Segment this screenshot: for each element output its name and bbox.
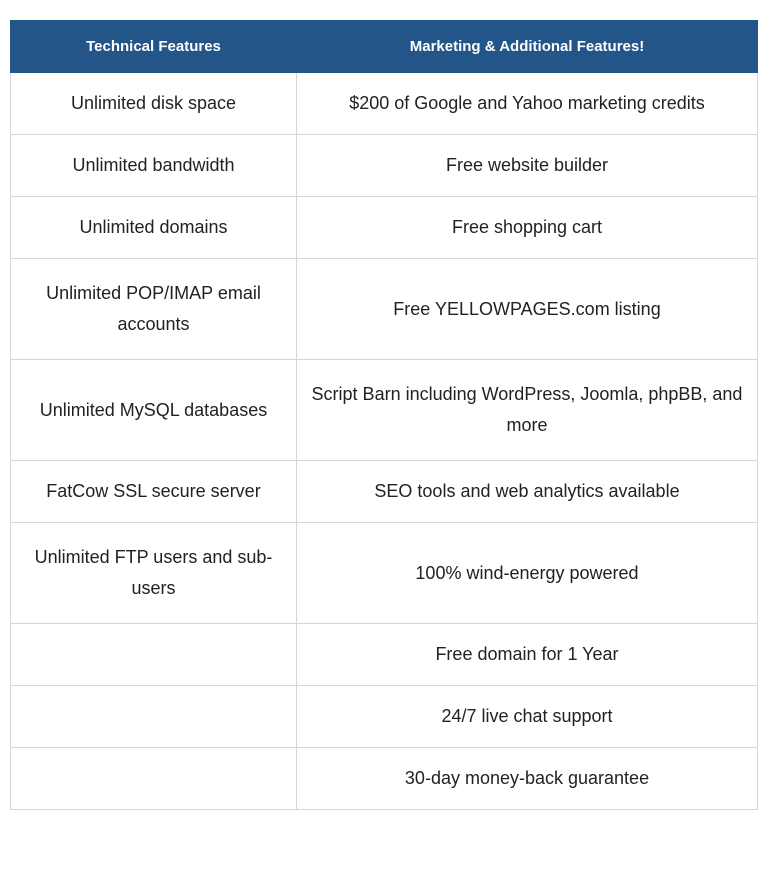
technical-feature-cell: FatCow SSL secure server [11,461,297,523]
marketing-feature-cell: 24/7 live chat support [297,686,758,748]
header-technical-features: Technical Features [11,21,297,73]
marketing-feature-cell: 100% wind-energy powered [297,523,758,624]
header-marketing-features: Marketing & Additional Features! [297,21,758,73]
table-row [11,73,758,135]
table-header-row [11,21,758,73]
table-row [11,523,758,624]
technical-feature-cell: Unlimited FTP users and sub-users [11,523,297,624]
marketing-feature-cell: Free website builder [297,135,758,197]
technical-feature-cell [11,624,297,686]
technical-feature-cell [11,748,297,810]
table-row [11,748,758,810]
table-row [11,360,758,461]
table-row [11,259,758,360]
technical-feature-cell: Unlimited POP/IMAP email accounts [11,259,297,360]
table-row [11,686,758,748]
table-row [11,461,758,523]
marketing-feature-cell: Free shopping cart [297,197,758,259]
marketing-feature-cell: Script Barn including WordPress, Joomla, phpBB, and more [297,360,758,461]
technical-feature-cell: Unlimited bandwidth [11,135,297,197]
marketing-feature-cell: Free domain for 1 Year [297,624,758,686]
marketing-feature-cell: $200 of Google and Yahoo marketing credits [297,73,758,135]
table-row [11,624,758,686]
table-row [11,197,758,259]
technical-feature-cell: Unlimited disk space [11,73,297,135]
technical-feature-cell: Unlimited domains [11,197,297,259]
table-row [11,135,758,197]
marketing-feature-cell: Free YELLOWPAGES.com listing [297,259,758,360]
technical-feature-cell: Unlimited MySQL databases [11,360,297,461]
marketing-feature-cell: SEO tools and web analytics available [297,461,758,523]
features-table-container [10,20,757,810]
features-table [10,20,758,810]
technical-feature-cell [11,686,297,748]
marketing-feature-cell: 30-day money-back guarantee [297,748,758,810]
